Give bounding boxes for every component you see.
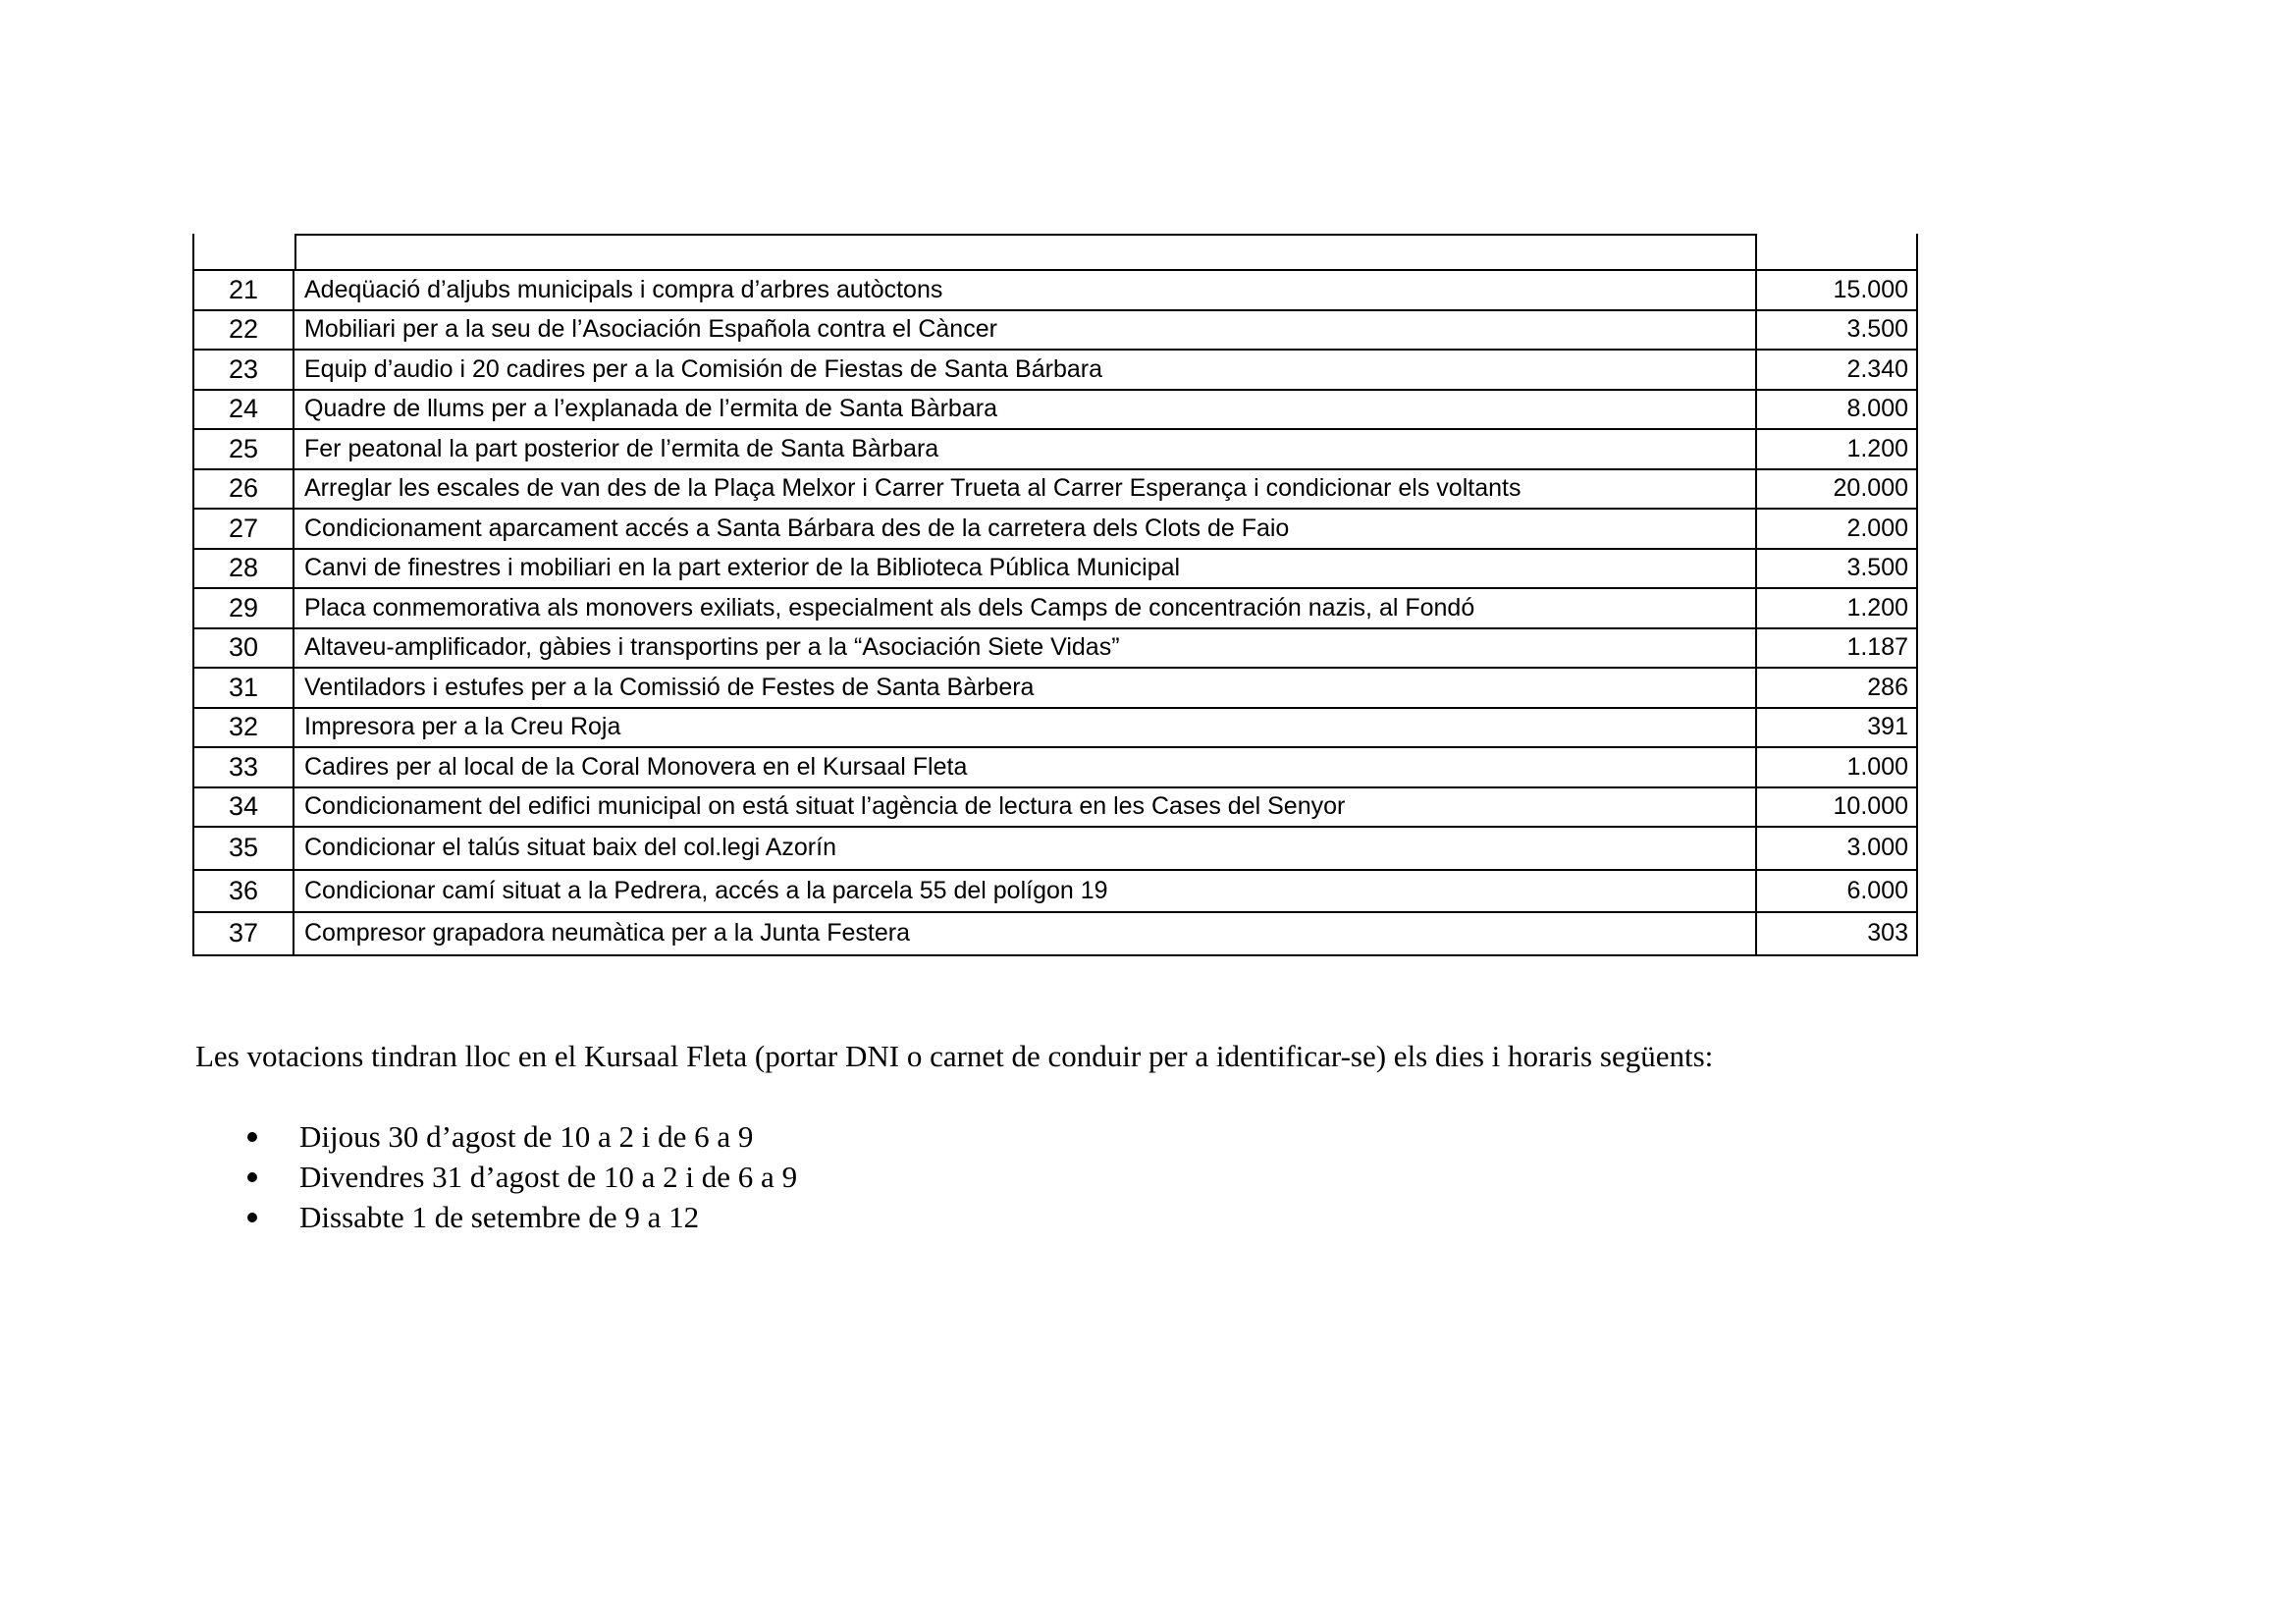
row-number-cell: 30 xyxy=(192,629,294,668)
table-row xyxy=(192,709,1918,749)
table-row xyxy=(192,828,1918,871)
table-row xyxy=(192,871,1918,914)
row-amount-cell: 303 xyxy=(1757,913,1918,954)
table-row xyxy=(192,629,1918,670)
row-description-cell: Adeqüació d’aljubs municipals i compra d’arbres autòctons xyxy=(294,271,1757,309)
table-row xyxy=(192,913,1918,956)
row-number-cell: 26 xyxy=(192,470,294,509)
table-row xyxy=(192,510,1918,550)
row-number-cell: 35 xyxy=(192,828,294,869)
row-description-cell: Quadre de llums per a l’explanada de l’ermita de Santa Bàrbara xyxy=(294,391,1757,429)
table-row xyxy=(192,271,1918,311)
row-description-cell: Equip d’audio i 20 cadires per a la Comisión de Fiestas de Santa Bárbara xyxy=(294,351,1757,389)
row-number-cell: 22 xyxy=(192,311,294,350)
table-header-row xyxy=(192,234,1918,271)
row-amount-cell: 391 xyxy=(1757,709,1918,747)
table-row xyxy=(192,351,1918,391)
bullet-icon xyxy=(247,1132,257,1142)
row-amount-cell: 1.000 xyxy=(1757,748,1918,786)
row-number-cell: 23 xyxy=(192,351,294,389)
schedule-item xyxy=(241,1197,797,1237)
table-row xyxy=(192,311,1918,352)
row-description-cell: Fer peatonal la part posterior de l’ermita de Santa Bàrbara xyxy=(294,430,1757,468)
bullet-icon xyxy=(247,1213,257,1222)
row-amount-cell: 10.000 xyxy=(1757,788,1918,827)
row-number-cell: 33 xyxy=(192,748,294,786)
row-description-cell: Ventiladors i estufes per a la Comissió de Festes de Santa Bàrbera xyxy=(294,669,1757,707)
row-amount-cell: 3.500 xyxy=(1757,550,1918,588)
row-description-cell: Cadires per al local de la Coral Monovera en el Kursaal Fleta xyxy=(294,748,1757,786)
row-number-cell: 28 xyxy=(192,550,294,588)
schedule-item xyxy=(241,1116,797,1157)
header-desc-cell xyxy=(294,234,1757,269)
row-amount-cell: 20.000 xyxy=(1757,470,1918,509)
table-row xyxy=(192,391,1918,431)
schedule-item-text: Dissabte 1 de setembre de 9 a 12 xyxy=(299,1199,700,1234)
row-description-cell: Condicionar camí situat a la Pedrera, accés a la parcela 55 del polígon 19 xyxy=(294,871,1757,912)
schedule-item-text: Dijous 30 d’agost de 10 a 2 i de 6 a 9 xyxy=(299,1118,754,1154)
row-description-cell: Condicionament aparcament accés a Santa Bárbara des de la carretera dels Clots de Faio xyxy=(294,510,1757,548)
header-num-cell xyxy=(192,234,294,269)
table-row xyxy=(192,470,1918,511)
row-amount-cell: 1.200 xyxy=(1757,430,1918,468)
row-description-cell: Mobiliari per a la seu de l’Asociación Española contra el Càncer xyxy=(294,311,1757,350)
row-number-cell: 27 xyxy=(192,510,294,548)
row-amount-cell: 2.000 xyxy=(1757,510,1918,548)
row-amount-cell: 3.500 xyxy=(1757,311,1918,350)
schedule-item xyxy=(241,1157,797,1197)
row-description-cell: Altaveu-amplificador, gàbies i transportins per a la “Asociación Siete Vidas” xyxy=(294,629,1757,668)
projects-table xyxy=(192,234,1918,956)
row-description-cell: Impresora per a la Creu Roja xyxy=(294,709,1757,747)
row-amount-cell: 286 xyxy=(1757,669,1918,707)
table-row xyxy=(192,788,1918,829)
row-description-cell: Canvi de finestres i mobiliari en la part exterior de la Biblioteca Pública Municipal xyxy=(294,550,1757,588)
row-amount-cell: 8.000 xyxy=(1757,391,1918,429)
row-number-cell: 24 xyxy=(192,391,294,429)
voting-info-paragraph: Les votacions tindran lloc en el Kursaal Fleta (portar DNI o carnet de conduir per a identificar-se) els dies i horaris següents: xyxy=(195,1039,1714,1073)
schedule-list xyxy=(241,1116,797,1237)
row-amount-cell: 6.000 xyxy=(1757,871,1918,912)
row-amount-cell: 1.187 xyxy=(1757,629,1918,668)
table-row xyxy=(192,589,1918,629)
row-amount-cell: 15.000 xyxy=(1757,271,1918,309)
bullet-icon xyxy=(247,1172,257,1182)
row-description-cell: Condicionar el talús situat baix del col.legi Azorín xyxy=(294,828,1757,869)
table-row xyxy=(192,550,1918,590)
row-description-cell: Condicionament del edifici municipal on está situat l’agència de lectura en les Cases del Senyor xyxy=(294,788,1757,827)
header-amount-cell xyxy=(1757,234,1918,269)
row-number-cell: 32 xyxy=(192,709,294,747)
schedule-item-text: Divendres 31 d’agost de 10 a 2 i de 6 a 9 xyxy=(299,1159,798,1194)
row-description-cell: Placa conmemorativa als monovers exiliats, especialment als dels Camps de concentración nazis, al Fondó xyxy=(294,589,1757,627)
row-amount-cell: 2.340 xyxy=(1757,351,1918,389)
row-number-cell: 34 xyxy=(192,788,294,827)
table-row xyxy=(192,430,1918,470)
table-body xyxy=(192,271,1918,956)
row-number-cell: 37 xyxy=(192,913,294,954)
row-number-cell: 29 xyxy=(192,589,294,627)
row-description-cell: Arreglar les escales de van des de la Plaça Melxor i Carrer Trueta al Carrer Esperança i condicionar els voltants xyxy=(294,470,1757,509)
table-row xyxy=(192,748,1918,788)
row-description-cell: Compresor grapadora neumàtica per a la Junta Festera xyxy=(294,913,1757,954)
row-number-cell: 21 xyxy=(192,271,294,309)
row-number-cell: 31 xyxy=(192,669,294,707)
row-amount-cell: 1.200 xyxy=(1757,589,1918,627)
row-number-cell: 36 xyxy=(192,871,294,912)
row-number-cell: 25 xyxy=(192,430,294,468)
row-amount-cell: 3.000 xyxy=(1757,828,1918,869)
table-row xyxy=(192,669,1918,709)
